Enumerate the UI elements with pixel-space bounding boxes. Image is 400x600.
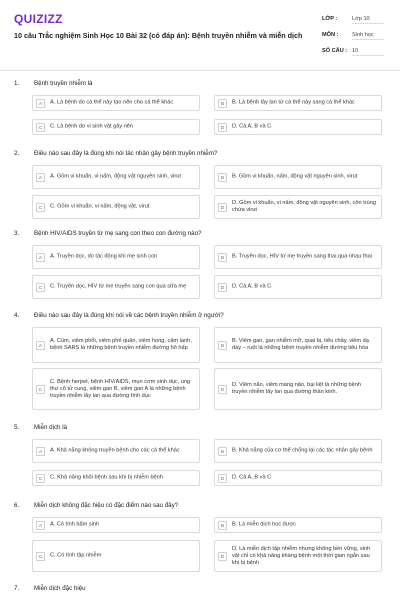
question-number: 5. [14,424,20,431]
meta-value: Sinh học [352,32,384,40]
option-text: D. Cả A, B và C [232,474,272,481]
option-b[interactable] [214,327,382,363]
option-letter: C [36,123,45,132]
quizizz-logo: QUIZIZZ [14,12,63,26]
option-a[interactable] [32,327,200,363]
option-text: D. Cả A, B và C [232,283,272,290]
option-letter: B [218,341,227,350]
option-text: A. Gồm vi khuẩn, vi nấm, động vật nguyên sinh, virut [50,173,181,180]
option-text: D. Gồm vi khuẩn, vi nấm, động vật nguyên sinh, côn trùng chứa virut [232,200,376,213]
option-d[interactable] [214,540,382,572]
option-text: D. Là miễn dịch tập nhiễm nhưng không bền vững, sinh vật chỉ có khả năng kháng bệnh một thời gian ngắn sau khi bị bệnh [232,545,371,566]
option-letter: C [36,552,45,561]
option-text: B. Là miễn dịch học được [232,521,297,528]
option-a[interactable] [32,95,200,111]
option-text: C. Có tính tập nhiễm [50,552,102,559]
question-number: 3. [14,230,20,237]
option-text: C. Gồm vi khuẩn, vi nấm, động vật, virut [50,203,150,210]
option-c[interactable] [32,540,200,572]
question-text: Điều nào sau đây là đúng khi nói về các bệnh truyền nhiễm ở người? [34,312,224,319]
option-d[interactable] [214,119,382,135]
option-letter: D [218,123,227,132]
option-letter: C [36,385,45,394]
option-text: A. Cúm, viêm phổi, viêm phế quản, viêm họng, cảm lạnh, bệnh SARS là những bệnh truyền nhiễm đường hô hấp [50,338,192,351]
option-b[interactable] [214,439,382,463]
option-letter: A [36,253,45,262]
option-letter: C [36,203,45,212]
option-b[interactable] [214,245,382,269]
option-text: B. Gồm vi khuẩn, nấm, động vật nguyên sinh, virut [232,173,358,180]
option-a[interactable] [32,245,200,269]
option-c[interactable] [32,368,200,410]
option-text: C. Bệnh herpet, bệnh HIV/AIDS, mụn cơm sinh dục, ung thư cổ tử cung, viêm gan B, viêm gan A là những bệnh truyền nhiễm lây lan qua đường tình dục [50,378,191,399]
question-number: 7. [14,585,20,592]
option-c[interactable] [32,119,200,135]
meta-label: LỚP : [322,16,338,22]
option-text: C. Truyền dọc, HIV từ mẹ truyền sang con qua sữa mẹ [50,283,187,290]
option-text: A. Có tính bẩm sinh [50,521,100,528]
document-title: 10 câu Trắc nghiệm Sinh Học 10 Bài 32 (có đáp án): Bệnh truyền nhiễm và miễn dịch [14,31,303,40]
option-text: C. Là bệnh do vi sinh vật gây nên [50,123,134,130]
option-d[interactable] [214,195,382,219]
question-number: 1. [14,80,20,87]
option-text: B. Khả năng của cơ thể chống lại các tác nhân gây bệnh [232,447,373,454]
question-text: Bệnh truyền nhiễm là [34,80,93,87]
question-text: Miễn dịch không đặc hiệu có đặc điểm nào sau đây? [34,502,179,509]
question-text: Điều nào sau đây là đúng khi nói tác nhân gây bệnh truyền nhiễm? [34,150,218,157]
option-text: A. Khả năng không truyền bệnh cho các cá thể khác [50,447,180,454]
meta-value: Lớp 10 [352,16,384,24]
option-d[interactable] [214,368,382,410]
option-letter: C [36,283,45,292]
meta-label: SỐ CÂU : [322,48,348,54]
option-text: B. Là bệnh lây lan từ cá thể này sang cá thể khác [232,99,355,106]
option-text: D. Cả A, B và C [232,123,272,130]
option-letter: D [218,552,227,561]
meta-value: 10 [352,48,384,56]
option-c[interactable] [32,195,200,219]
option-text: D. Viêm não, viêm màng não, bại liệt là những bệnh truyền nhiễm lây lan qua đường thần kinh. [232,382,361,395]
option-b[interactable] [214,517,382,533]
question-number: 6. [14,502,20,509]
option-text: A. Truyền dọc, do tác động khi mẹ sinh con [50,253,158,260]
option-c[interactable] [32,275,200,299]
option-b[interactable] [214,165,382,189]
option-letter: D [218,385,227,394]
option-d[interactable] [214,470,382,486]
option-letter: B [218,99,227,108]
option-text: C. Khả năng khỏi bệnh sau khi bị nhiễm bệnh [50,474,163,481]
meta-label: MÔN : [322,32,339,38]
option-a[interactable] [32,165,200,189]
option-letter: B [218,521,227,530]
option-letter: D [218,283,227,292]
option-text: B. Truyền dọc, HIV từ mẹ truyền sang thai qua nhau thai [232,253,372,260]
option-letter: A [36,99,45,108]
question-number: 2. [14,150,20,157]
question-number: 4. [14,312,20,319]
option-letter: A [36,173,45,182]
option-letter: A [36,521,45,530]
header [0,0,400,71]
option-letter: B [218,447,227,456]
option-letter: A [36,341,45,350]
option-letter: D [218,474,227,483]
option-text: A. Là bệnh do cá thể này tạo nên cho cá thể khác [50,99,174,106]
question-text: Bệnh HIV/AIDS truyền từ mẹ sang con theo con đường nào? [34,230,202,237]
option-letter: C [36,474,45,483]
option-text: B. Viêm gan, gan nhiễm mỡ, quai bị, tiêu chảy, viêm dạ dày – ruột là những bệnh truyền nhiễm đường tiêu hóa [232,338,369,351]
option-c[interactable] [32,470,200,486]
question-text: Miễn dịch đặc hiệu [34,585,86,592]
option-letter: B [218,173,227,182]
option-letter: B [218,253,227,262]
option-letter: A [36,447,45,456]
option-letter: D [218,203,227,212]
option-a[interactable] [32,439,200,463]
option-d[interactable] [214,275,382,299]
option-a[interactable] [32,517,200,533]
question-text: Miễn dịch là [34,424,68,431]
option-b[interactable] [214,95,382,111]
